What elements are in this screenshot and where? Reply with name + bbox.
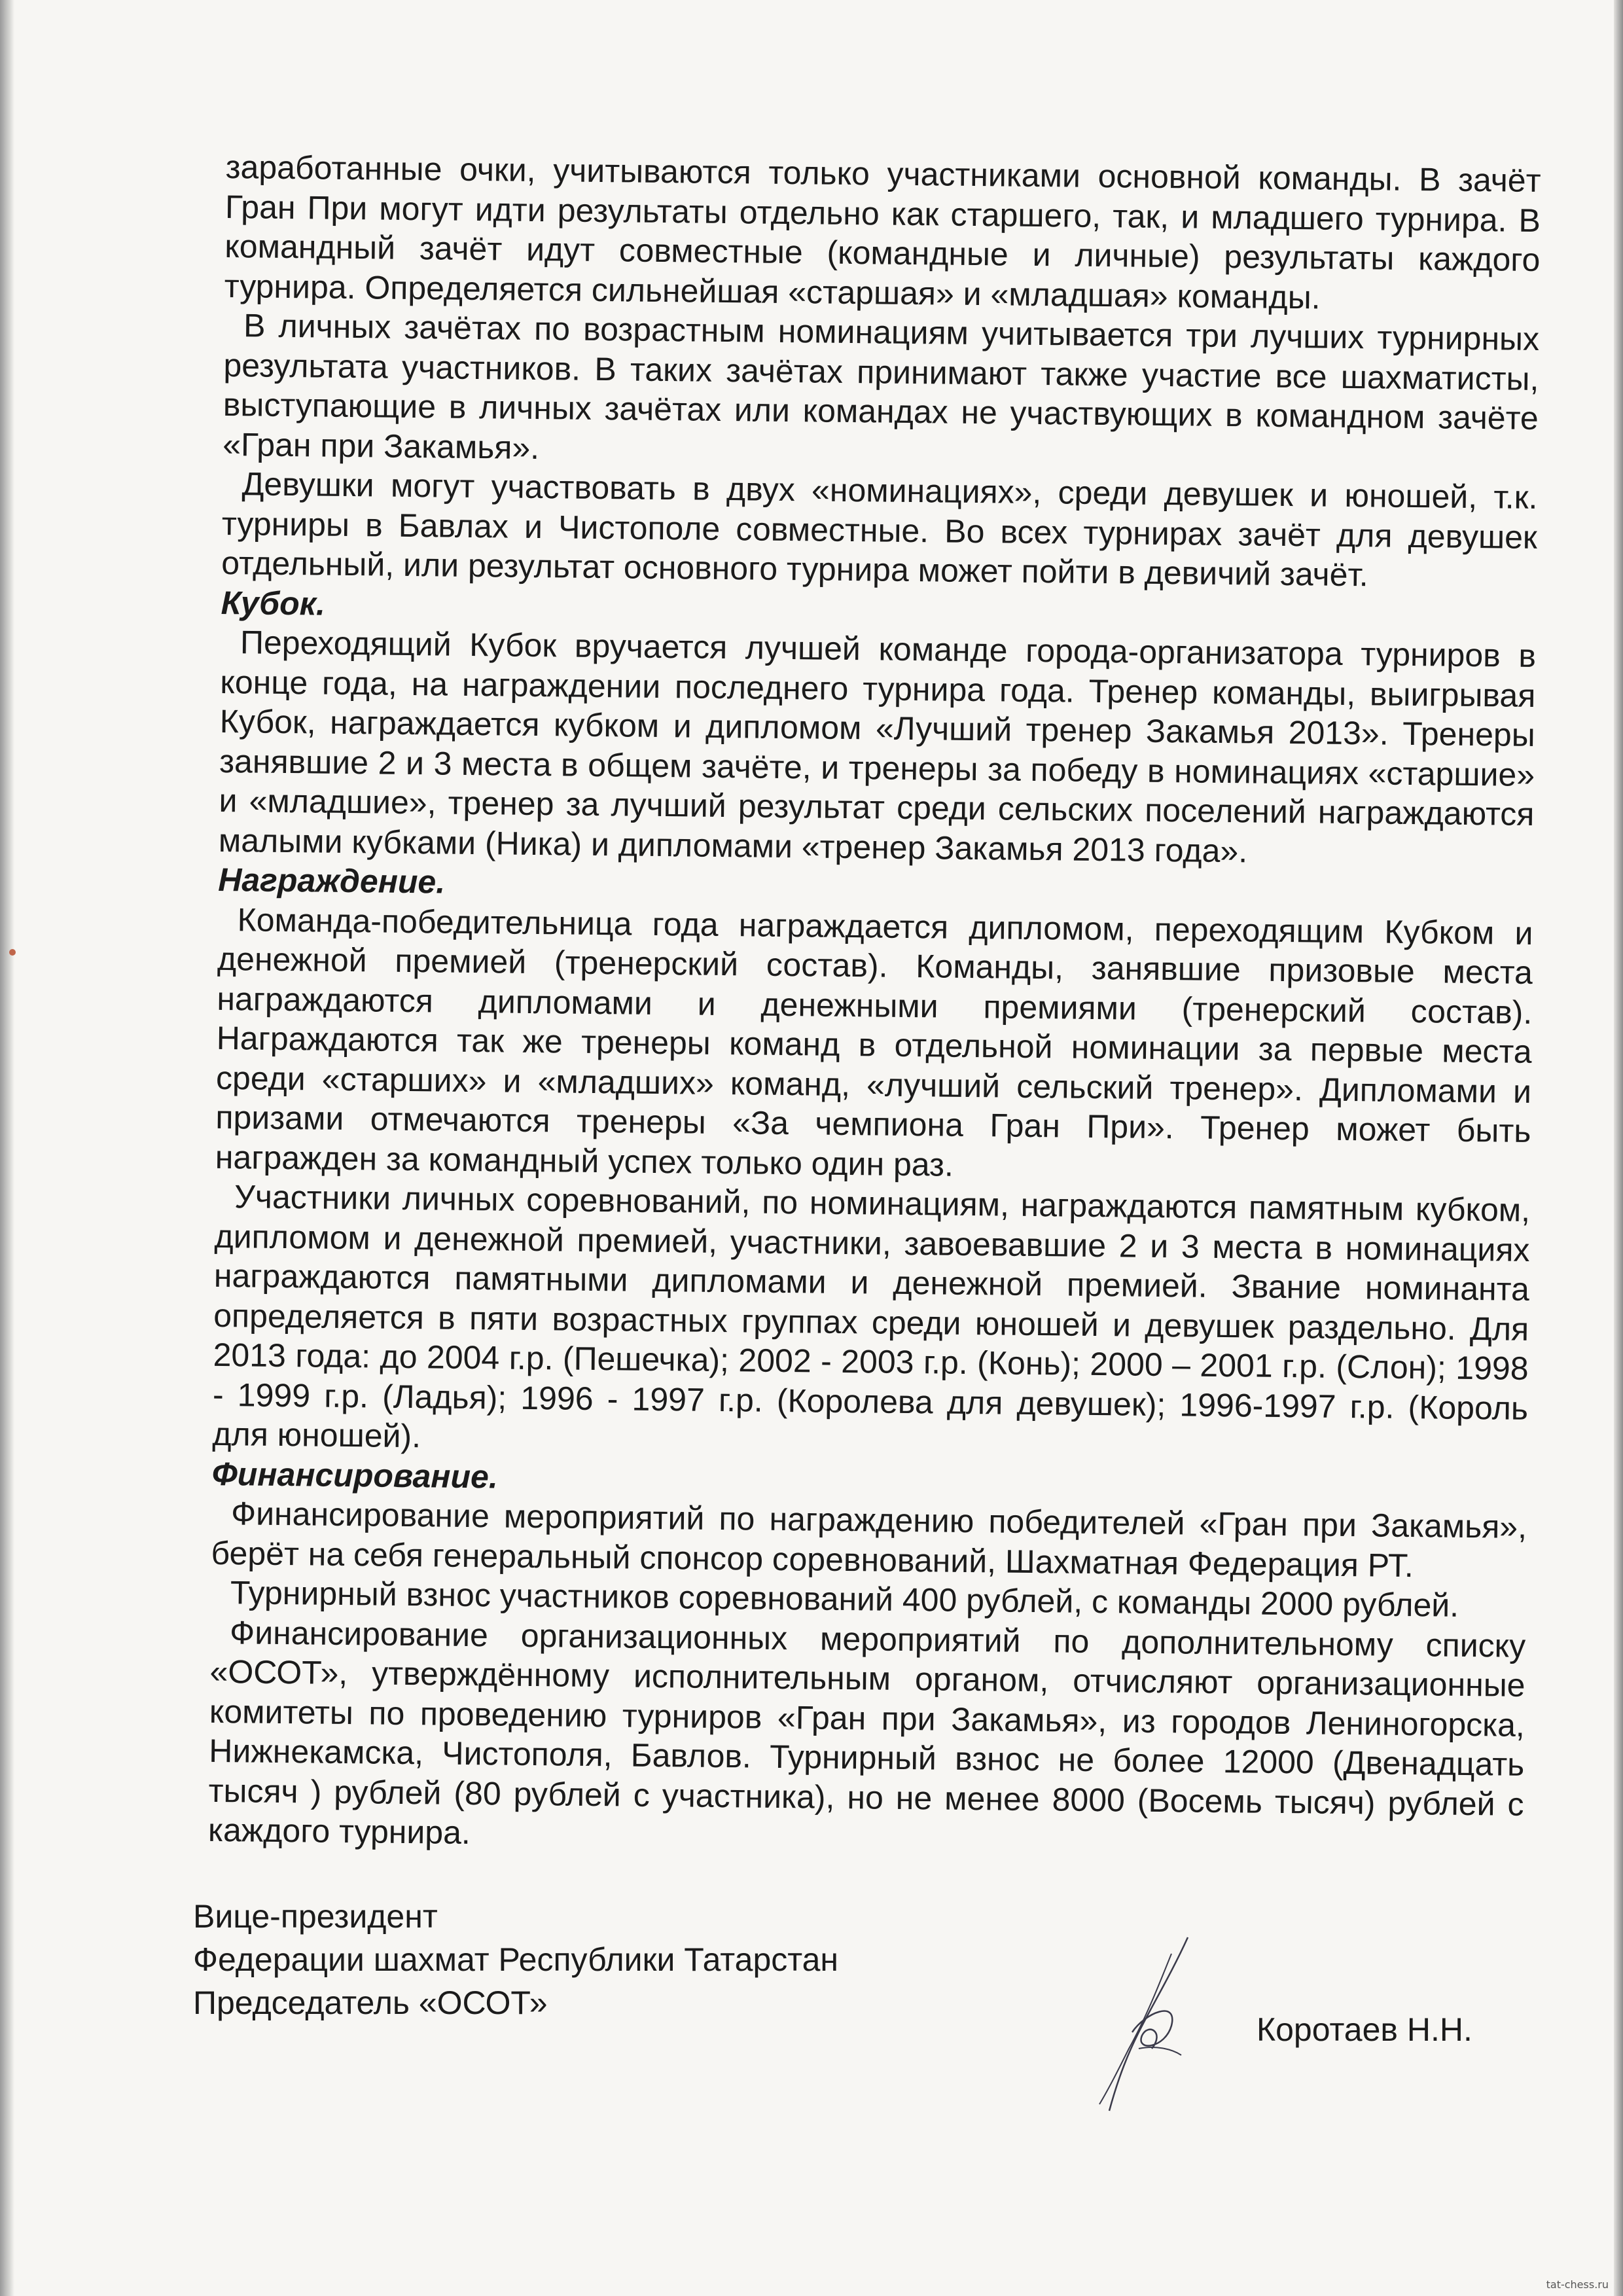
paragraph-financing-organizers: Финансирование организационных мероприятий по дополнительному списку «ОСОТ», утверждённому исполнительным органом, отчисляют организационные комитеты по проведению турниров «Гран при Закамья», из городов Лениногорска, Нижнекамска, Чистополя, Бавлов. Турнирный взнос не более 12000 (Двенадцать тысяч ) рублей (80 рублей с участника), но не менее 8000 (Восемь тысяч) рублей с каждого турнира. [207, 1613, 1526, 1852]
paragraph-cup: Переходящий Кубок вручается лучшей команде города-организатора турниров в конце года, на награждении последнего турнира года. Тренер команды, выигрывая Кубок, награждается кубком и дипломом «Лучший тренер Закамья 2013». Тренеры занявшие 2 и 3 места в общем зачёте, и тренеры за победу в номинациях «старшие» и «младшие», тренер за лучший результат среди сельских поселений награждаются малыми кубками (Ника) и дипломами «тренер Закамья 2013 года». [218, 624, 1537, 869]
signatory-line-1: Вице-президент [193, 1898, 438, 1935]
scan-mark [9, 949, 16, 956]
scan-edge-left [0, 0, 14, 2296]
paragraph-financing-sponsor: Финансирование мероприятий по награждению победителей «Гран при Закамья», берёт на себя генеральный спонсор соревнований, Шахматная Федерация РТ. [211, 1495, 1527, 1584]
watermark: tat-chess.ru [1546, 2278, 1609, 2291]
signer-name: Коротаев Н.Н. [1257, 2011, 1472, 2048]
scan-edge-right [1614, 0, 1623, 2296]
paragraph-entry-fee: Турнирный взнос участников соревнований 400 рублей, с команды 2000 рублей. [230, 1574, 1459, 1624]
signatory-title [193, 1895, 838, 2024]
paragraph-individual-standings: В личных зачётах по возрастным номинациям учитывается три лучших турнирных результата участников. В таких зачётах принимают также участие все шахматисты, выступающие в личных зачётах или командах не участвующих в командном зачёте «Гран при Закамья». [222, 307, 1540, 466]
handwritten-signature-icon [1073, 1934, 1224, 2117]
paragraph-team-awards: Команда-победительница года награждается дипломом, переходящим Кубком и денежной премией (тренерский состав). Команды, занявшие призовые места награждаются дипломами и денежными премиями (тренерский состав). Награждаются так же тренеры команд в отдельной номинации за первые места среди «старших» и «младших» команд, «лучший сельский тренер». Дипломами и призами отмечаются тренеры «За чемпиона Гран При». Тренер может быть награжден за командный успех только один раз. [215, 901, 1533, 1183]
heading-cup: Кубок. [221, 584, 326, 622]
heading-financing: Финансирование. [211, 1455, 499, 1495]
document-body [208, 147, 1541, 1863]
paragraph-individual-awards: Участники личных соревнований, по номинациям, награждаются памятным кубком, дипломом и денежной премией, участники, завоевавшие 2 и 3 места в номинациях награждаются памятными дипломами и денежной премией. Звание номинанта определяется в пяти возрастных группах среди юношей и девушек раздельно. Для 2013 года: до 2004 г.р. (Пешечка); 2002 - 2003 г.р. (Конь); 2000 – 2001 г.р. (Слон); 1998 - 1999 г.р. (Ладья); 1996 - 1997 г.р. (Королева для девушек); 1996-1997 г.р. (Король для юношей). [212, 1178, 1531, 1455]
paragraph-team-points: заработанные очки, учитываются только участниками основной команды. В зачёт Гран При могут идти результаты отдельно как старшего, так, и младшего турнира. В командный зачёт идут совместные (командные и личные) результаты каждого турнира. Определяется сильнейшая «старшая» и «младшая» команды. [224, 148, 1541, 316]
signatory-line-2: Федерации шахмат Республики Татарстан [193, 1941, 839, 1978]
signatory-line-3: Председатель «ОСОТ» [193, 1984, 548, 2021]
heading-awards: Награждение. [217, 861, 446, 901]
paragraph-girls-nominations: Девушки могут участвовать в двух «номинациях», среди девушек и юношей, т.к. турниры в Бавлах и Чистополе совместные. Во всех турнирах зачёт для девушек отдельный, или результат основного турнира может пойти в девичий зачёт. [221, 465, 1538, 594]
